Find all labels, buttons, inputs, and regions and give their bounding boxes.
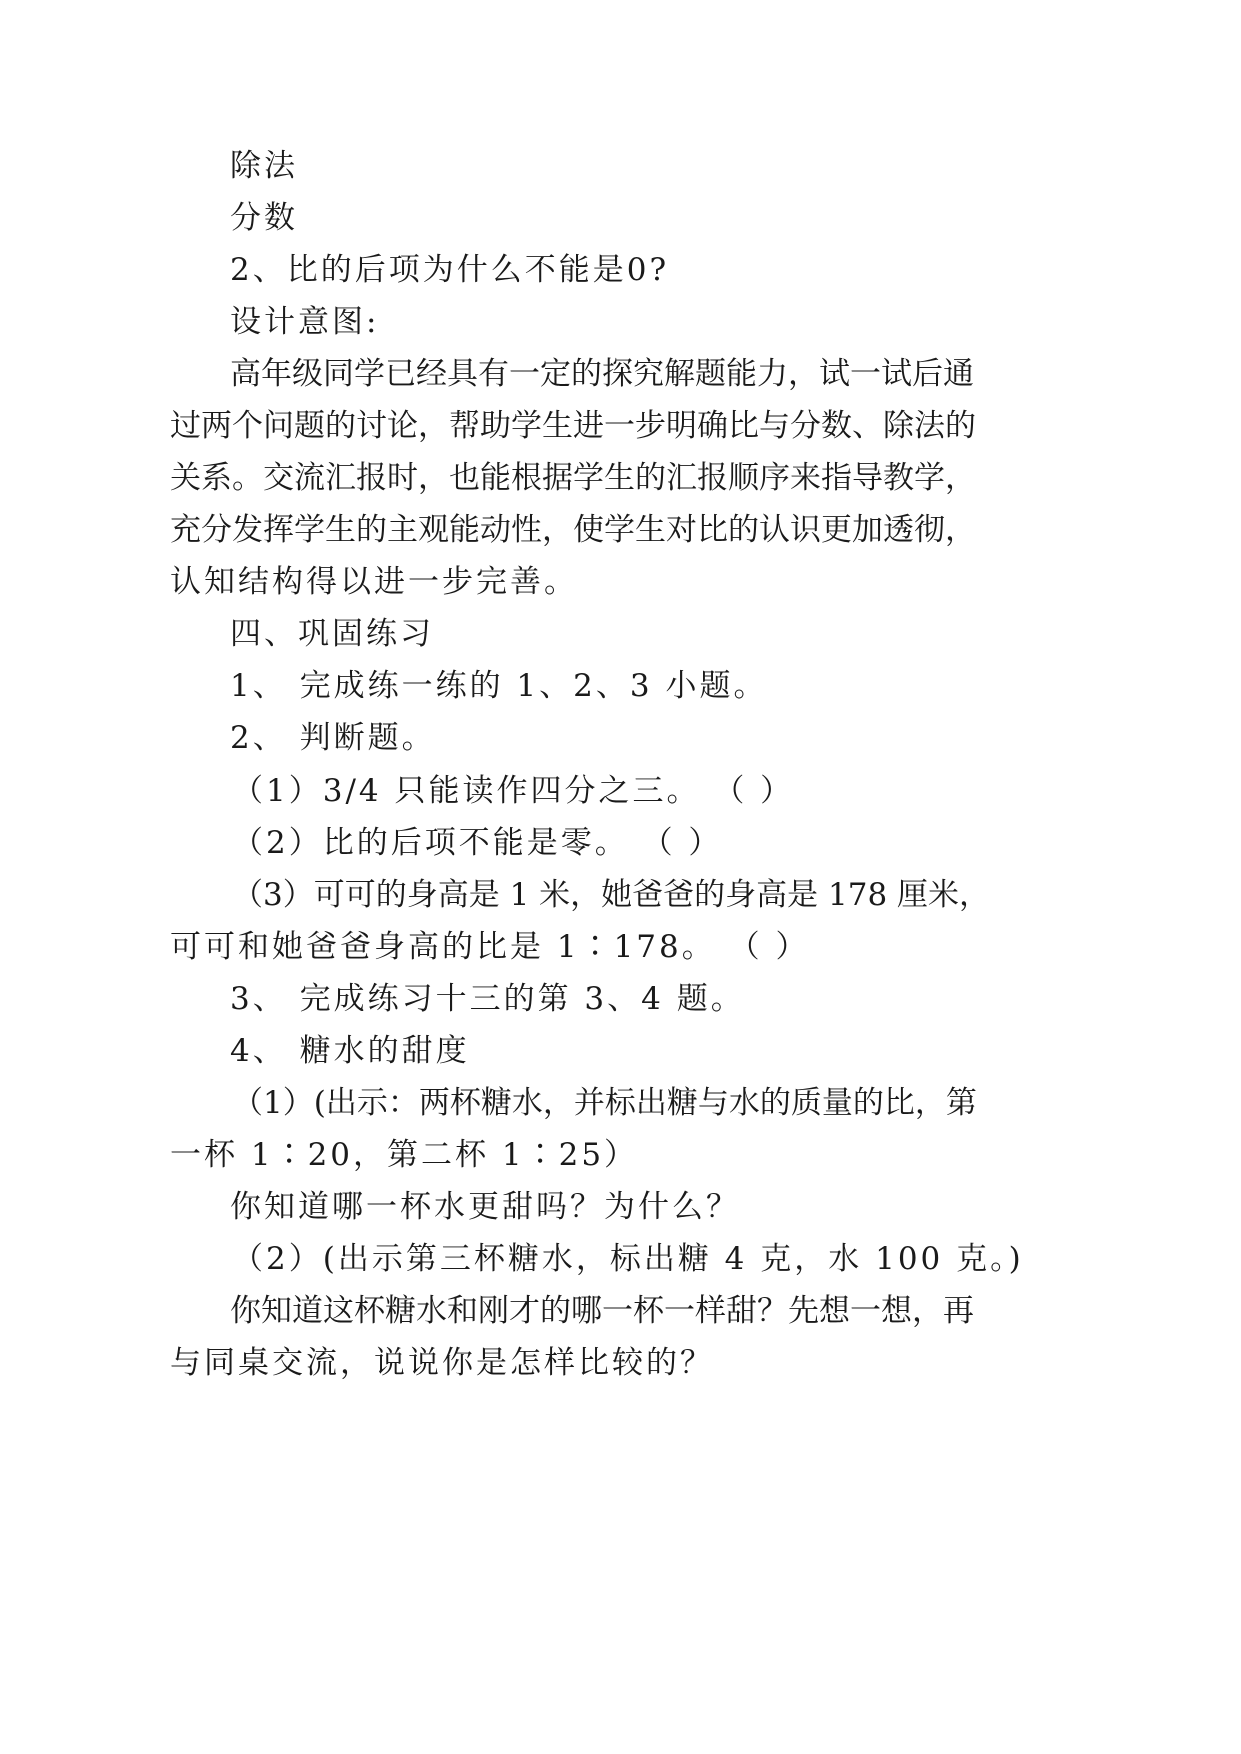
exercise-3: 3、 完成练习十三的第 3、4 题。 — [230, 981, 745, 1017]
paragraph-line-5: 认知结构得以进一步完善。 — [170, 564, 578, 600]
judgement-item-1: （1）3/4 只能读作四分之三。 （ ） — [232, 773, 795, 809]
judgement-item-3: （3）可可的身高是 1 米，她爸爸的身高是 178 厘米， — [232, 877, 991, 913]
section-heading-practice: 四、巩固练习 — [230, 616, 434, 652]
design-intent-heading: 设计意图: — [230, 304, 380, 340]
text-line-fraction: 分数 — [230, 200, 298, 236]
judgement-item-2: （2）比的后项不能是零。 （ ） — [232, 825, 723, 861]
paragraph-line-2: 过两个问题的讨论，帮助学生进一步明确比与分数、除法的 — [170, 408, 976, 444]
paragraph-line-1: 高年级同学已经具有一定的探究解题能力，试一试后通 — [230, 356, 974, 392]
sugar-water-item-1: （1）(出示：两杯糖水，并标出糖与水的质量的比，第 — [232, 1085, 977, 1121]
question-2: 2、比的后项为什么不能是0? — [230, 252, 670, 288]
sugar-water-item-2: （2）(出示第三杯糖水，标出糖 4 克，水 100 克。) — [232, 1241, 1024, 1277]
exercise-4: 4、 糖水的甜度 — [230, 1033, 470, 1069]
sugar-water-question-1: 你知道哪一杯水更甜吗？为什么？ — [230, 1189, 740, 1225]
sugar-water-item-1-cont: 一杯 1∶20，第二杯 1∶25） — [170, 1137, 639, 1173]
sugar-water-question-2-cont: 与同桌交流，说说你是怎样比较的？ — [170, 1345, 714, 1381]
judgement-item-3-cont: 可可和她爸爸身高的比是 1∶178。 （ ） — [170, 929, 810, 965]
text-line-division: 除法 — [230, 148, 298, 184]
paragraph-line-3: 关系。交流汇报时，也能根据学生的汇报顺序来指导教学， — [170, 460, 976, 496]
exercise-2: 2、 判断题。 — [230, 720, 436, 756]
paragraph-line-4: 充分发挥学生的主观能动性，使学生对比的认识更加透彻， — [170, 512, 976, 548]
exercise-1: 1、 完成练一练的 1、2、3 小题。 — [230, 668, 768, 704]
sugar-water-question-2: 你知道这杯糖水和刚才的哪一杯一样甜？先想一想，再 — [230, 1293, 974, 1329]
